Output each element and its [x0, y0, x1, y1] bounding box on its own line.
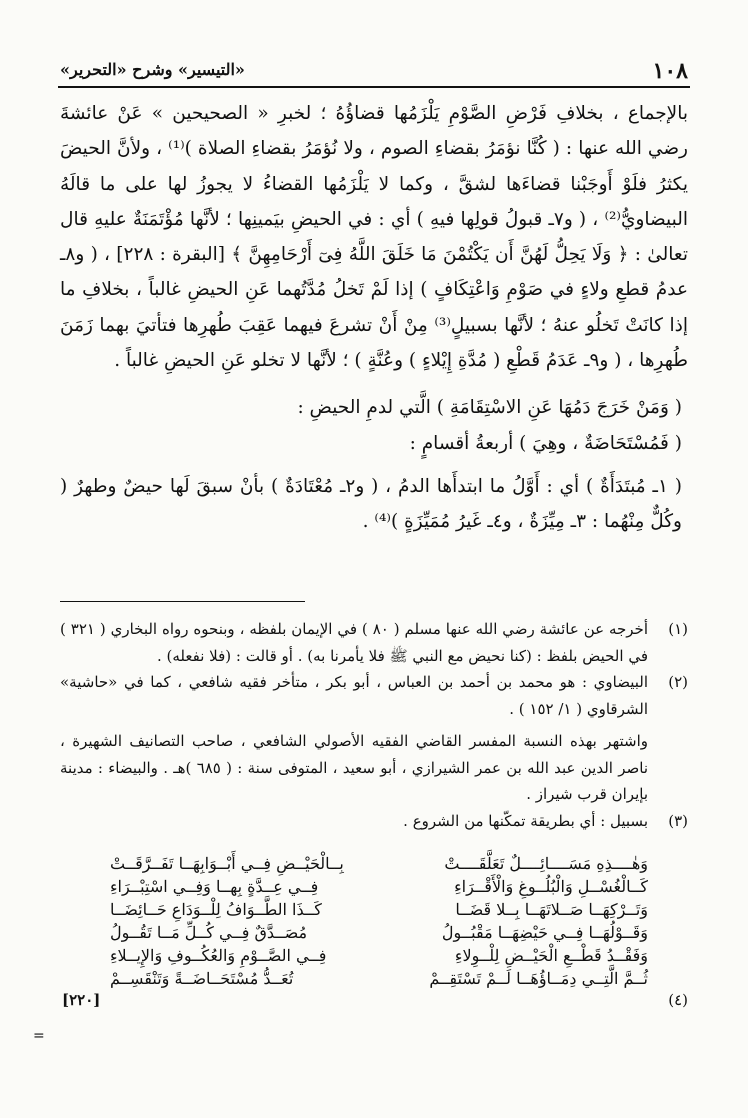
hemistich-second: كَــذَا الطَّــوَافُ لِلْــوَدَاعِ حَــائِضَــا	[110, 899, 322, 919]
footnote-2	[60, 669, 688, 722]
footnote-text: البيضاوي : هو محمد بن أحمد بن العباس ، أبو بكر ، متأخر فقيه شافعي ، كما في «حاشية» الشرقاوي ( ١/ ١٥٢ ) .	[60, 673, 648, 718]
hemistich-second: بِــالْحَيْــضِ فِــي أَبْــوَابِهَــا تَفَــرَّقَــتْ	[110, 854, 344, 873]
footnote-2-continuation: واشتهر بهذه النسبة المفسر القاضي الفقيه الأصولي الشافعي ، صاحب التصانيف الشهيرة ، ناصر الدين عبد الله بن عمر الشيرازي ، أبو سعيد ، المتوفى سنة : ( ٦٨٥ )هـ . والبيضاء : مدينة بإيران قرب شيراز .	[60, 732, 649, 803]
hemistich-second: تُعَــدُّ مُسْتَحَــاضَــةً وَتَنْقَسِــمْ	[110, 968, 294, 988]
footnote-number: (٣)	[668, 811, 688, 830]
hemistich-first: وَهٰــــذِهِ مَسَــــائِــــلٌ تَعَلَّقَــــتْ	[444, 854, 648, 873]
paragraph-2: ( وَمَنْ خَرَجَ دَمُهَا عَنِ الاسْتِقَامَةِ ) الَّتي لدمِ الحيضِ :	[297, 397, 682, 419]
hemistich-first: وَتَــرْكِهَــا صَــلاتَهَــا بِــلا قَضَــا	[455, 899, 648, 919]
footnote-number: (١)	[668, 620, 688, 638]
hemistich-first: كَــالْغُسْــلِ وَالْبُلُــوغِ وَالْأَقْــرَاءِ	[454, 876, 648, 896]
paragraph-3: ( فَمُسْتَحَاضَةٌ ، وهِيَ ) أربعةُ أقسامٍ :	[409, 432, 682, 454]
hemistich-first: وَقَــوْلُهَــا فِــي حَيْضِهَــا مَقْبُــولُ	[441, 922, 648, 942]
footnote-1	[60, 616, 688, 669]
paragraph-1: بالإجماع ، بخلافِ فَرْضِ الصَّوْمِ يَلْزَمُها قضاؤُهُ ؛ لخبرِ « الصحيحين » عَنْ عائشةَ رضي الله عنها : ( كُنَّا نؤمَرُ بقضاءِ الصوم ، ولا نُؤمَرُ بقضاءِ الصلاة )⁽¹⁾ ، ولأنَّ الحيضَ يكثرُ فلَوْ أَوجَبْنا قضاءَها لشقَّ ، وكما لا يَلْزَمُها القضاءُ لا يجوزُ لها على ما قالَهُ البيضاويُّ⁽²⁾ ، ( و٧ـ قبولُ قولِها فيهِ ) أي : في الحيضِ بيَمينِها ؛ لأنَّها مُؤْتَمَنَةٌ عليهِ قال تعالىٰ : ﴿ وَلَا يَحِلُّ لَهُنَّ أَن يَكْتُمْنَ مَا خَلَقَ اللَّهُ فِىٓ أَرْحَامِهِنَّ ﴾ [البقرة : ٢٢٨] ، ( و٨ـ عدمُ قطعِ ولاءٍ في صَوْمِ وَاعْتِكَافٍ ) إذا لَمْ تَخلُ مُدَّتُهما عَنِ الحيضِ غالباً ، بخلافِ ما إذا كانَتْ تَخلُو عنهُ ؛ لأنَّها بسبيلٍ⁽³⁾ مِنْ أَنْ تشرعَ فيهما عَقِبَ طُهرِها فتأتيَ بهما زَمَنَ طُهرِها ، ( و٩ـ عَدَمُ قَطْعِ ( مُدَّةِ إِيْلاءٍ ) وعُنَّةٍ ) ؛ لأنَّها لا تخلو عَنِ الحيضِ غالباً .	[60, 103, 689, 372]
poem-verse	[110, 876, 648, 899]
hemistich-first: ثُــمَّ الَّتِــي دِمَــاؤُهَــا لَــمْ تَسْتَقِــمْ	[429, 968, 648, 988]
header-rule	[58, 86, 690, 88]
footnote-number: (٢)	[668, 673, 688, 691]
page-number: ١٠٨	[652, 58, 688, 84]
manuscript-page-reference: [٢٢٠]	[62, 991, 101, 1009]
footnote-rule	[60, 601, 305, 602]
poem	[110, 853, 648, 990]
footnote-text: أخرجه عن عائشة رضي الله عنها مسلم ( ٨٠ ) في الإيمان بلفظه ، وبنحوه رواه البخاري ( ٣٢١ ) في الحيض بلفظ : (كنا نحيض مع النبي ﷺ فلا يأمرنا به) . أو قالت : (فلا نفعله) .	[60, 620, 648, 665]
main-text	[60, 96, 688, 540]
poem-verse	[110, 945, 648, 968]
hemistich-second: فِــي الصَّــوْمِ وَالعُكُــوفِ وَالإِيــلاءِ	[110, 945, 327, 965]
poem-verse	[110, 899, 648, 922]
footnotes	[60, 616, 688, 834]
poem-verse	[110, 968, 648, 991]
hemistich-second: فِــي عِــدَّةٍ بِهــا وَفِــي اسْتِبْــرَاءِ	[110, 876, 319, 896]
poem-verse	[110, 853, 648, 876]
paragraph-4: ( ١ـ مُبتَدَأَةٌ ) أي : أَوَّلُ ما ابتدأَها الدمُ ، ( و٢ـ مُعْتَادَةٌ ) بأنْ سبقَ لَها حيضٌ وطهرٌ ( وكُلٌّ مِنْهُما : ٣ـ مِيِّزَةٌ ، و٤ـ غَيرُ مُمَيِّزَةٍ )⁽⁴⁾ .	[60, 475, 682, 533]
poem-verse	[110, 922, 648, 945]
hemistich-first: وَفَقْــدُ قَطْــعِ الْحَيْــضِ لِلْــوِلاءِ	[454, 945, 648, 965]
hemistich-second: مُصَــدَّقٌ فِــي كُــلِّ مَــا تَقُــولُ	[110, 922, 308, 942]
continuation-mark: =	[33, 1028, 45, 1044]
running-header: «التيسير» وشرح «التحرير»	[60, 60, 245, 79]
footnote-text: بسبيل : أي بطريقة تمكّنها من الشروع .	[403, 811, 648, 830]
footnote-3	[60, 808, 688, 835]
footnote-4-number: (٤)	[668, 991, 688, 1009]
